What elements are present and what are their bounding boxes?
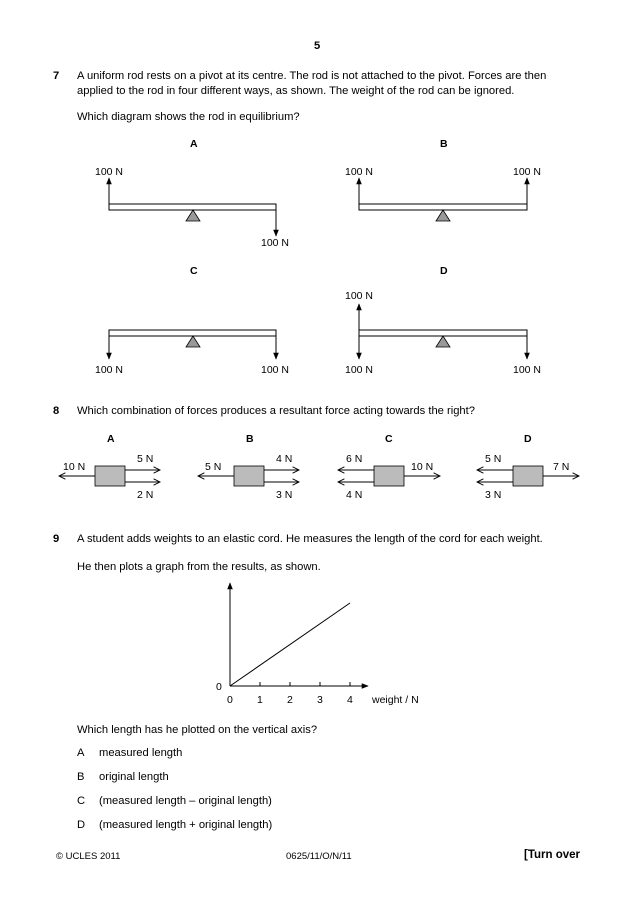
force-label: 100 N xyxy=(261,364,290,376)
q8-number: 8 xyxy=(53,405,60,417)
q9-option-c-letter: C xyxy=(77,795,86,807)
x-tick-label: 1 xyxy=(257,694,263,706)
block xyxy=(95,466,125,486)
q7-diagram-c xyxy=(95,330,289,376)
block xyxy=(234,466,264,486)
force-label: 100 N xyxy=(261,237,290,249)
q8-diagram-a xyxy=(59,453,160,501)
q8-label-a: A xyxy=(107,433,115,445)
q7-text-line1: A uniform rod rests on a pivot at its centre. The rod is not attached to the pivot. Forces are then xyxy=(77,70,547,82)
force-label: 5 N xyxy=(137,453,154,465)
q8-label-c: C xyxy=(385,433,393,445)
page-number: 5 xyxy=(314,40,321,52)
force-label: 3 N xyxy=(485,489,502,501)
q9-option-d-text: (measured length + original length) xyxy=(99,819,273,831)
q9-prompt: Which length has he plotted on the vertical axis? xyxy=(77,724,318,736)
force-label: 4 N xyxy=(346,489,363,501)
q7-label-c: C xyxy=(190,265,198,277)
q9-option-a-letter: A xyxy=(77,747,85,759)
force-label: 3 N xyxy=(276,489,293,501)
x-axis-label: weight / N xyxy=(372,694,419,706)
q7-number: 7 xyxy=(53,70,60,82)
q9-option-a-text: measured length xyxy=(99,747,183,759)
x-tick-label: 3 xyxy=(317,694,323,706)
q9-option-b-text: original length xyxy=(99,771,169,783)
force-label: 5 N xyxy=(205,461,222,473)
q8-diagram-b xyxy=(198,453,299,501)
force-label: 5 N xyxy=(485,453,502,465)
q8-diagram-c xyxy=(338,453,440,501)
force-label: 4 N xyxy=(276,453,293,465)
x-tick-label: 4 xyxy=(347,694,353,706)
q7-rod-diagrams xyxy=(0,130,638,385)
force-label: 2 N xyxy=(137,489,154,501)
q7-diagram-b xyxy=(345,166,541,221)
rod xyxy=(109,330,276,336)
force-label: 10 N xyxy=(411,461,434,473)
footer-turn-over: [Turn over xyxy=(524,849,581,861)
force-label: 7 N xyxy=(553,461,570,473)
rod xyxy=(109,204,276,210)
force-label: 100 N xyxy=(95,364,124,376)
q7-label-b: B xyxy=(440,138,448,150)
q9-text1: A student adds weights to an elastic cord. He measures the length of the cord for each weight. xyxy=(77,533,543,545)
force-label: 6 N xyxy=(346,453,363,465)
rod xyxy=(359,204,527,210)
q7-diagram-d xyxy=(345,290,541,376)
force-label: 100 N xyxy=(345,364,374,376)
block xyxy=(374,466,404,486)
pivot xyxy=(436,336,450,347)
q7-diagram-a xyxy=(95,166,289,249)
q7-prompt: Which diagram shows the rod in equilibrium? xyxy=(77,111,300,123)
q8-diagram-d xyxy=(477,453,579,501)
q9-text2: He then plots a graph from the results, as shown. xyxy=(77,561,321,573)
rod xyxy=(359,330,527,336)
footer-copyright: © UCLES 2011 xyxy=(56,851,121,862)
pivot xyxy=(186,210,200,221)
force-label: 100 N xyxy=(345,290,374,302)
q7-text-line2: applied to the rod in four different ways, as shown. The weight of the rod can be ignored. xyxy=(77,85,515,97)
force-label: 100 N xyxy=(95,166,124,178)
y-tick-label: 0 xyxy=(216,681,222,693)
force-label: 100 N xyxy=(513,166,542,178)
q8-label-b: B xyxy=(246,433,254,445)
block xyxy=(513,466,543,486)
q9-option-b-letter: B xyxy=(77,771,85,783)
force-label: 10 N xyxy=(63,461,86,473)
q9-graph xyxy=(0,578,638,708)
force-label: 100 N xyxy=(513,364,542,376)
x-tick-label: 2 xyxy=(287,694,293,706)
q8-text: Which combination of forces produces a resultant force acting towards the right? xyxy=(77,405,475,417)
pivot xyxy=(436,210,450,221)
q8-force-diagrams xyxy=(0,425,638,505)
q9-number: 9 xyxy=(53,533,60,545)
x-tick-label: 0 xyxy=(227,694,233,706)
force-label: 100 N xyxy=(345,166,374,178)
q7-label-a: A xyxy=(190,138,198,150)
q9-option-c-text: (measured length – original length) xyxy=(99,795,272,807)
q9-option-d-letter: D xyxy=(77,819,86,831)
pivot xyxy=(186,336,200,347)
q7-label-d: D xyxy=(440,265,448,277)
series-line xyxy=(230,603,350,686)
footer-code: 0625/11/O/N/11 xyxy=(286,851,352,862)
q8-label-d: D xyxy=(524,433,532,445)
